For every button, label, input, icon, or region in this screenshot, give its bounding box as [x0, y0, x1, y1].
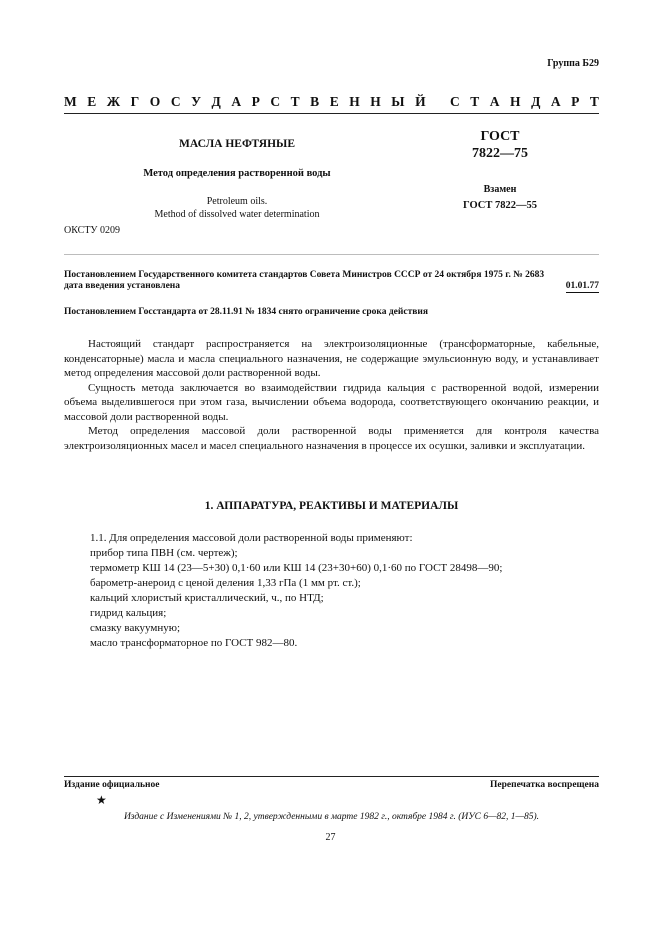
- header-gap: [436, 94, 439, 110]
- header-letter: Й: [415, 94, 426, 109]
- header-letter: Е: [329, 94, 339, 109]
- document-title: МАСЛА НЕФТЯНЫЕ: [178, 138, 295, 150]
- group-code: Группа Б29: [547, 58, 599, 69]
- header-letter: Ж: [106, 94, 121, 109]
- header-letter: А: [550, 94, 561, 109]
- decree-line-3: Постановлением Госстандарта от 28.11.91 № 1834 снято ограничение срока действия: [64, 307, 429, 317]
- header-letter: Р: [571, 94, 580, 109]
- header-letter: Ы: [391, 94, 405, 109]
- list-item: барометр-анероид с ценой деления 1,33 гПа (1 мм рт. ст.);: [90, 577, 361, 589]
- decree-block: [64, 270, 599, 293]
- gost-label: ГОСТ: [480, 129, 520, 144]
- paragraph: Метод определения массовой доли растворенной воды применяется для контроля качества электроизоляционных масел и масел специального назначения в процессе их осушки, заливки и эксплуатации.: [64, 425, 599, 452]
- header-letter: О: [149, 94, 161, 109]
- header-letter: Т: [589, 94, 599, 109]
- header-letter: Т: [290, 94, 300, 109]
- header-letter: У: [191, 94, 201, 109]
- header-letter: С: [449, 94, 460, 109]
- method-title: Метод определения растворенной воды: [143, 168, 331, 179]
- replaces-gost: ГОСТ 7822—55: [463, 200, 537, 211]
- decree-date: 01.01.77: [565, 281, 599, 291]
- header-letter: Н: [349, 94, 360, 109]
- paragraph: Сущность метода заключается во взаимодействии гидрида кальция с растворенной водой, измерении объема выделившегося при этом газа, вычислении объема водорода, соответствующего окончанию реакции, и массовой доли растворенной воды.: [64, 381, 599, 423]
- header-letter: Н: [370, 94, 381, 109]
- standard-header: [64, 94, 599, 110]
- header-letter: Р: [251, 94, 260, 109]
- header-letter: Н: [510, 94, 521, 109]
- paragraph: Настоящий стандарт распространяется на электроизоляционные (трансформаторные, кабельные, конденсаторные) масла и масла специального назначения, не содержащие эмульсионную воду, и устанавливает метод определения массовой доли растворенной воды.: [64, 338, 599, 379]
- header-letter: С: [170, 94, 181, 109]
- header-rule: [64, 113, 599, 114]
- decree-date-label: дата введения установлена: [64, 281, 181, 291]
- header-letter: Г: [130, 94, 140, 109]
- header-letter: С: [270, 94, 281, 109]
- star-icon: ★: [96, 793, 107, 807]
- gost-number: 7822—75: [472, 146, 528, 161]
- list-item: масло трансформаторное по ГОСТ 982—80.: [90, 637, 298, 649]
- english-title-line-2: Method of dissolved water determination: [154, 209, 320, 220]
- header-letter: М: [64, 94, 77, 109]
- body-text: [64, 337, 599, 453]
- section-title: 1. АППАРАТУРА, РЕАКТИВЫ И МАТЕРИАЛЫ: [204, 500, 459, 512]
- header-letter: Д: [211, 94, 221, 109]
- replaces-label: Взамен: [483, 184, 517, 195]
- header-letter: Е: [87, 94, 97, 109]
- footer-rule: [64, 776, 599, 777]
- page-number: 27: [325, 832, 336, 843]
- list-item: гидрид кальция;: [90, 607, 167, 619]
- list-item: термометр КШ 14 (23—5+30) 0,1·60 или КШ 14 (23+30+60) 0,1·60 по ГОСТ 28498—90;: [90, 562, 503, 574]
- official-edition: Издание официальное: [64, 780, 160, 790]
- header-letter: Т: [470, 94, 480, 109]
- list-item: кальций хлористый кристаллический, ч., по НТД;: [90, 592, 324, 604]
- title-block: [64, 138, 410, 221]
- header-letter: Д: [531, 94, 541, 109]
- separator: [64, 254, 599, 255]
- edition-note: Издание с Изменениями № 1, 2, утвержденными в марте 1982 г., октябре 1984 г. (ИУС 6—82, 1—85).: [123, 812, 540, 822]
- materials-list: [90, 531, 599, 651]
- english-title-line-1: Petroleum oils.: [206, 196, 268, 207]
- okstu-code: ОКСТУ 0209: [64, 225, 121, 236]
- header-letter: А: [231, 94, 242, 109]
- header-letter: В: [310, 94, 320, 109]
- english-title: [64, 195, 410, 221]
- header-letter: А: [489, 94, 500, 109]
- list-item: прибор типа ПВН (см. чертеж);: [90, 547, 238, 559]
- gost-block: [440, 128, 560, 211]
- list-item: 1.1. Для определения массовой доли растворенной воды применяют:: [90, 532, 413, 544]
- reprint-prohibited: Перепечатка воспрещена: [489, 780, 599, 790]
- decree-line-1: Постановлением Государственного комитета стандартов Совета Министров СССР от 24 октября 1975 г. № 2683: [64, 270, 545, 280]
- list-item: смазку вакуумную;: [90, 622, 181, 634]
